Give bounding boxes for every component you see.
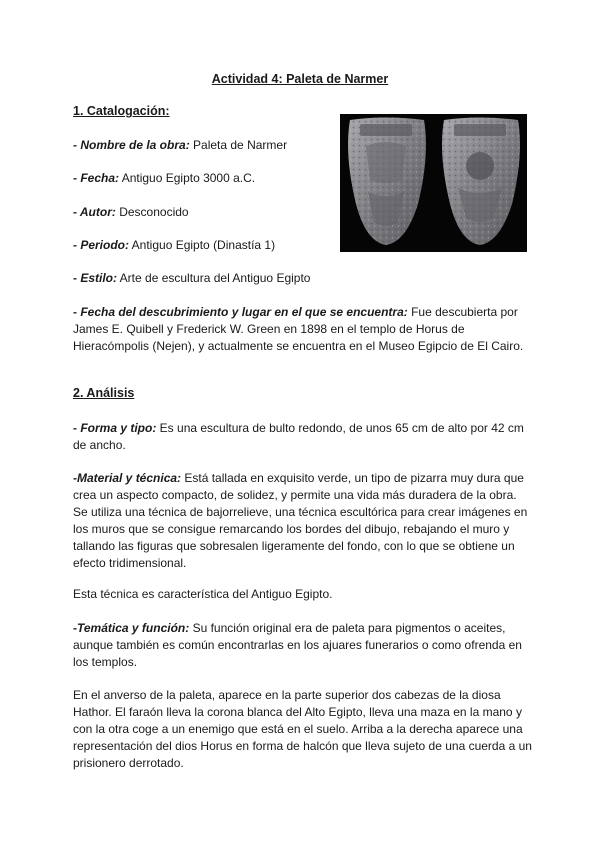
field-value: Antiguo Egipto (Dinastía 1) [129,238,276,252]
field-value: Paleta de Narmer [189,138,288,152]
paragraph-tecnica-note: Esta técnica es característica del Antiguo Egipto. [73,587,333,601]
palette-image [340,114,527,252]
field-descubrimiento [73,304,533,355]
field-label: - Fecha del descubrimiento y lugar en el que se encuentra: [73,305,408,319]
paragraph-label: - Forma y tipo: [73,421,157,435]
paragraph-material [73,470,533,572]
field-label: - Autor: [73,205,116,219]
palette-photo [340,114,527,252]
field-label: - Estilo: [73,271,117,285]
field-label: - Periodo: [73,238,129,252]
field-periodo [73,237,275,254]
field-label: - Nombre de la obra: [73,138,190,152]
field-value: Antiguo Egipto 3000 a.C. [119,171,256,185]
paragraph-text: Su función original era de paleta para pigmentos o aceites, aunque también es común encontrarlas en los ajuares funerarios o como ofrenda en los templos. [73,621,522,669]
field-value: Desconocido [115,205,189,219]
page-title: Actividad 4: Paleta de Narmer [211,72,389,86]
paragraph-text: Está tallada en exquisito verde, un tipo de pizarra muy dura que crea un aspecto compacto, de solidez, y permite una vida más duradera de la obra. Se utiliza una técnica de bajorrelieve, una técnica escultórica para crear imágenes en los muros que se consigue remarcando los bordes del dibujo, rebajando el muro y tallando las figuras que sobresalen ligeramente del fondo, con lo que se obtiene un efecto tridimensional. [73,471,528,570]
paragraph-tematica [73,620,533,671]
paragraph-label: -Material y técnica: [73,471,182,485]
field-estilo [73,270,310,287]
section-heading-analisis: 2. Análisis [73,386,135,400]
paragraph-text: Es una escultura de bulto redondo, de unos 65 cm de alto por 42 cm de ancho. [73,421,524,452]
paragraph-forma [73,420,533,454]
field-label: - Fecha: [73,171,120,185]
field-value: Arte de escultura del Antiguo Egipto [117,271,311,285]
field-value: Fue descubierta por James E. Quibell y Frederick W. Green en 1898 en el templo de Horus de Hieracómpolis (Nejen), y actualmente se encuentra en el Museo Egipcio de El Cairo. [73,305,524,353]
field-fecha [73,170,255,187]
paragraph-anverso: En el anverso de la paleta, aparece en la parte superior dos cabezas de la diosa Hathor. El faraón lleva la corona blanca del Alto Egipto, lleva una maza en la mano y con la otra coge a un enemigo que está en el suelo. Arriba a la derecha aparece una representación del dios Horus en forma de halcón que lleva sujeto de una cuerda a un prisionero derrotado. [73,688,532,770]
field-nombre [73,137,287,154]
field-autor [73,204,189,221]
paragraph-label: -Temática y función: [73,621,190,635]
section-heading-catalogacion: 1. Catalogación: [73,104,170,118]
